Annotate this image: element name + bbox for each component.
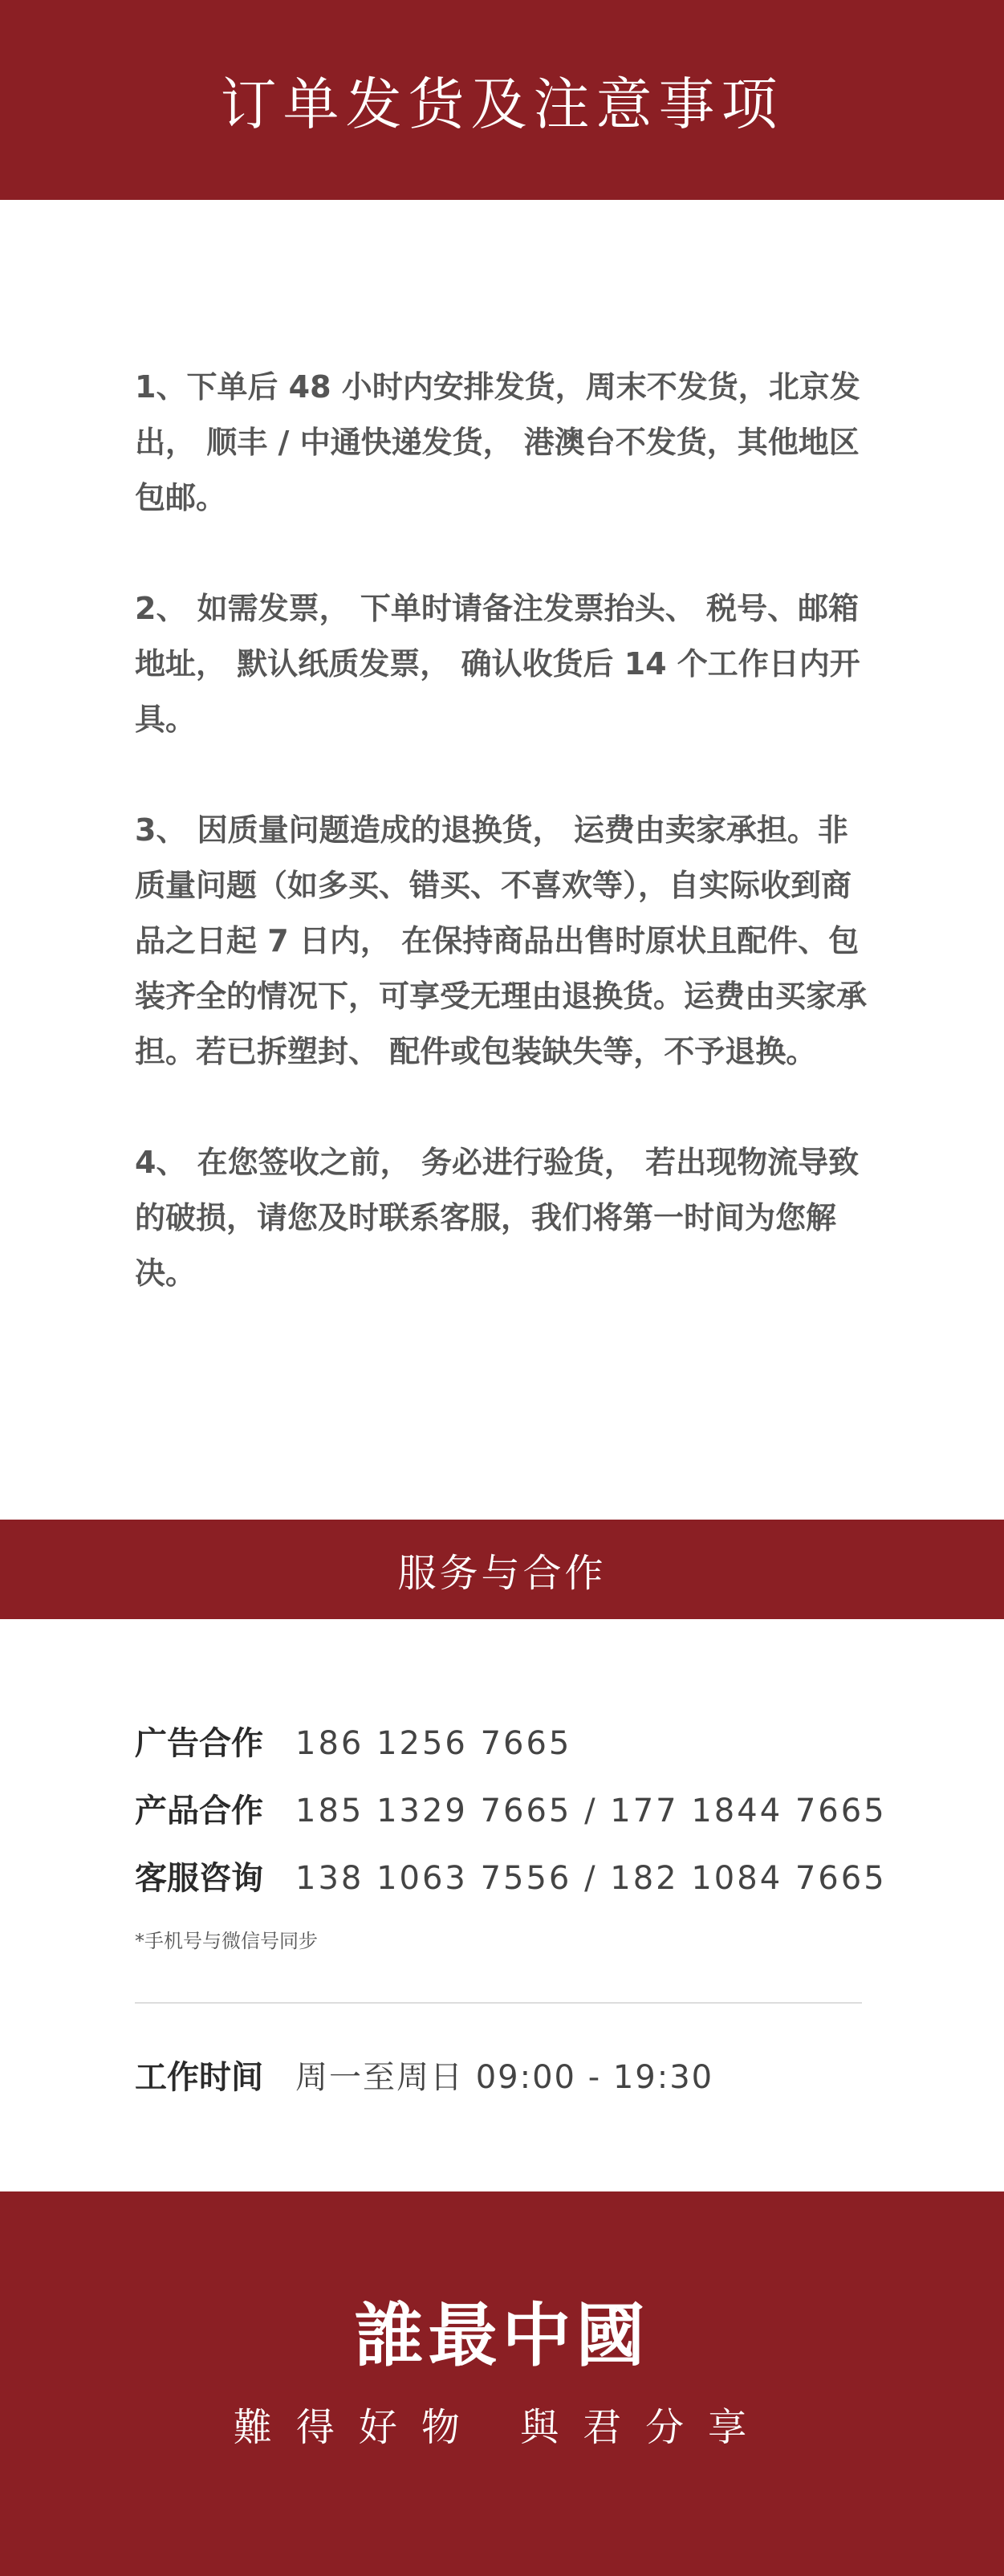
service-title: 服务与合作: [397, 1550, 607, 1596]
divider: [135, 2002, 862, 2004]
service-section-header: [0, 1520, 1004, 1619]
header-banner: [0, 0, 1004, 200]
phone-wechat-note: *手机号与微信号同步: [135, 1930, 318, 1952]
contact-label: 客服咨询: [135, 1860, 263, 1897]
notice-item: 1、下单后 48 小时内安排发货，周末不发货，北京发出， 顺丰 / 中通快递发货， 港澳台不发货，其他地区包邮。: [135, 369, 860, 515]
work-hours-row: [135, 2052, 713, 2098]
contact-phone: 186 1256 7665: [295, 1725, 572, 1762]
notice-item: 3、 因质量问题造成的退换货， 运费由卖家承担。非质量问题（如多买、错买、不喜欢等），自实际收到商品之日起 7 日内， 在保持商品出售时原状且配件、包装齐全的情况下，可享受无理由退换货。运费由买家承担。若已拆塑封、 配件或包装缺失等，不予退换。: [135, 812, 868, 1069]
notice-list: [135, 360, 873, 1357]
page-title: 订单发货及注意事项: [220, 71, 784, 137]
contact-phone: 138 1063 7556 / 182 1084 7665: [295, 1860, 887, 1897]
contact-row-customer-service: [135, 1853, 887, 1898]
work-hours-value: 周一至周日 09:00 - 19:30: [295, 2059, 714, 2096]
brand-name: 誰最中國: [354, 2295, 650, 2376]
notice-item: 4、 在您签收之前， 务必进行验货， 若出现物流导致的破损，请您及时联系客服，我们将第一时间为您解决。: [135, 1145, 860, 1291]
contact-label: 广告合作: [135, 1725, 263, 1762]
contact-phone: 185 1329 7665 / 177 1844 7665: [295, 1793, 887, 1829]
brand-slogan: 難得好物 與君分享: [233, 2405, 771, 2450]
contact-row-advertising: [135, 1718, 571, 1764]
footer-banner: [0, 2191, 1004, 2576]
work-hours-label: 工作时间: [135, 2059, 263, 2096]
contact-label: 产品合作: [135, 1793, 263, 1829]
contact-row-product: [135, 1785, 887, 1831]
notice-item: 2、 如需发票， 下单时请备注发票抬头、 税号、邮箱地址， 默认纸质发票， 确认收货后 14 个工作日内开具。: [135, 591, 860, 737]
